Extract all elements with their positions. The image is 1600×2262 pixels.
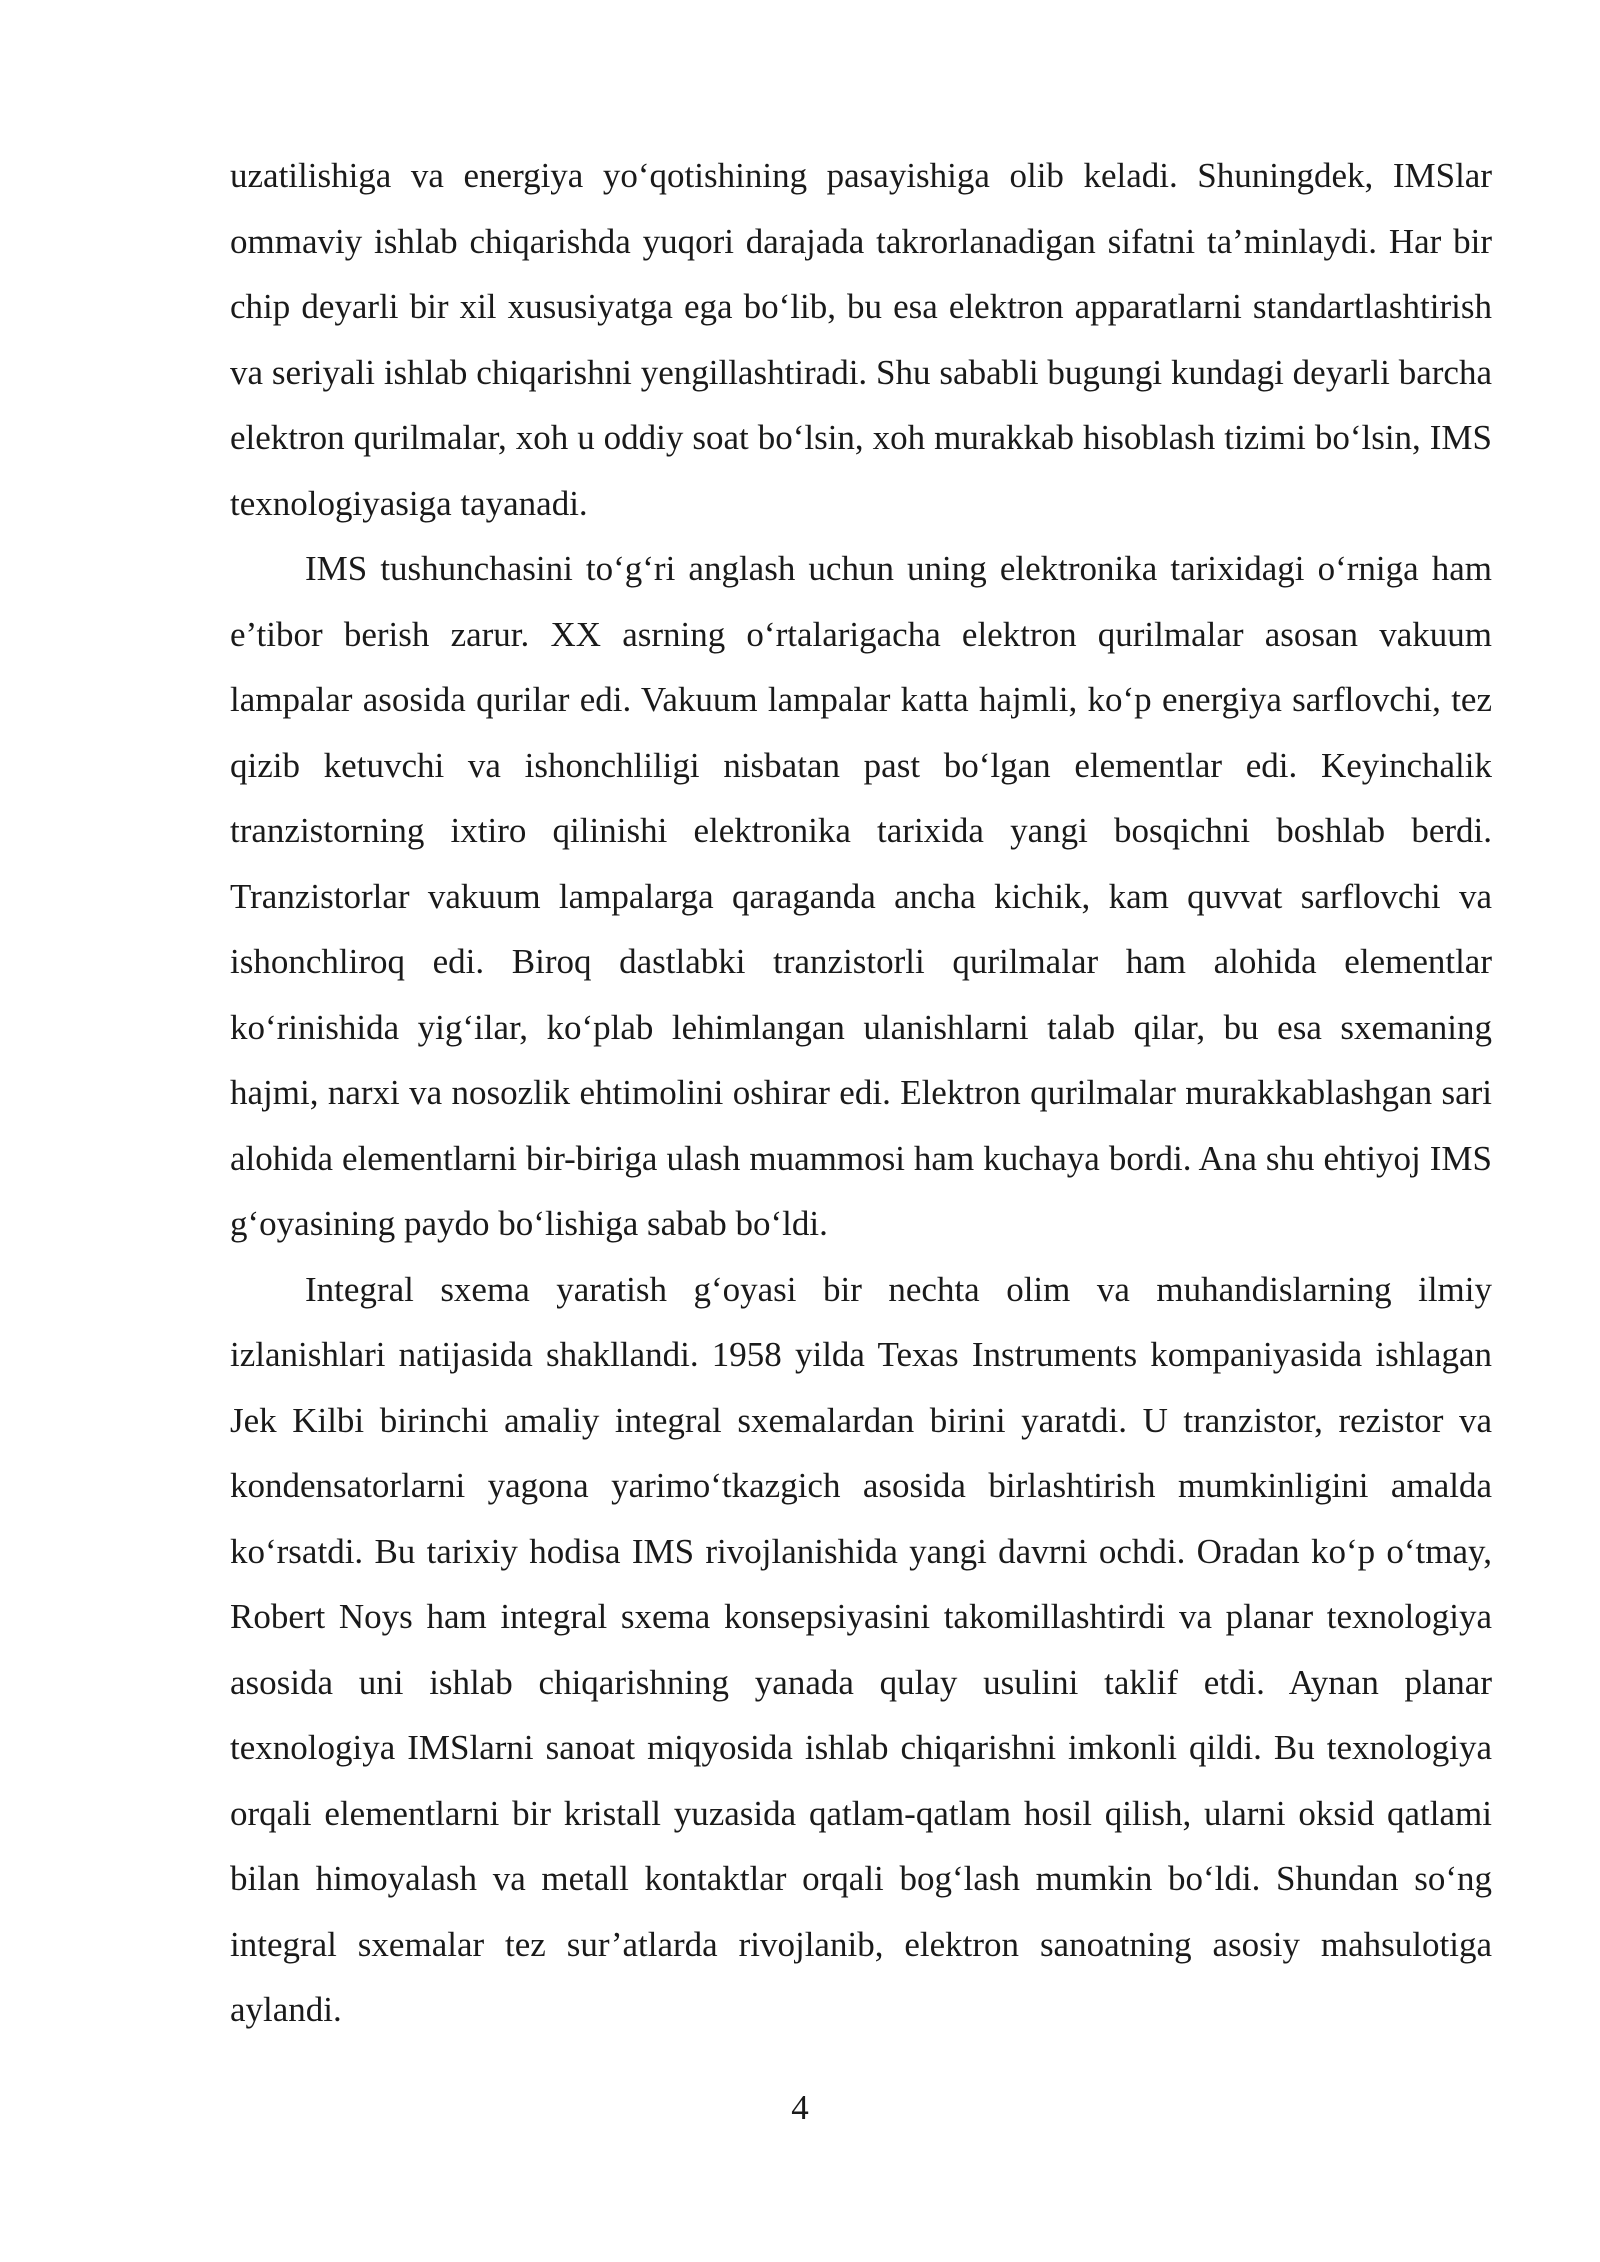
paragraph-integral-circuit-origin: Integral sxema yaratish g‘oyasi bir nechta olim va muhandislarning ilmiy izlanishlari natijasida shakllandi. 1958 yilda Texas Instruments kompaniyasida ishlagan Jek Kilbi birinchi amaliy integral sxemalardan birini yaratdi. U tranzistor, rezistor va kondensatorlarni yagona yarimo‘tkazgich asosida birlashtirish mumkinligini amalda ko‘rsatdi. Bu tarixiy hodisa IMS rivojlanishida yangi davrni ochdi. Oradan ko‘p o‘tmay, Robert Noys ham integral sxema konsepsiyasini takomillashtirdi va planar texnologiya asosida uni ishlab chiqarishning yanada qulay usulini taklif etdi. Aynan planar texnologiya IMSlarni sanoat miqyosida ishlab chiqarishni imkonli qildi. Bu texnologiya orqali elementlarni bir kristall yuzasida qatlam-qatlam hosil qilish, ularni oksid qatlami bilan himoyalash va metall kontaktlar orqali bog‘lash mumkin bo‘ldi. Shundan so‘ng integral sxemalar tez sur’atlarda rivojlanib, elektron sanoatning asosiy mahsulotiga aylandi. bbox=[230, 1269, 1492, 2029]
body-text bbox=[230, 143, 1492, 2043]
paragraph-continuation: uzatilishiga va energiya yo‘qotishining pasayishiga olib keladi. Shuningdek, IMSlar ommaviy ishlab chiqarishda yuqori darajada takrorlanadigan sifatni ta’minlaydi. Har bir chip deyarli bir xil xususiyatga ega bo‘lib, bu esa elektron apparatlarni standartlashtirish va seriyali ishlab chiqarishni yengillashtiradi. Shu sababli bugungi kundagi deyarli barcha elektron qurilmalar, xoh u oddiy soat bo‘lsin, xoh murakkab hisoblash tizimi bo‘lsin, IMS texnologiyasiga tayanadi. bbox=[230, 156, 1492, 523]
paragraph-ims-history: IMS tushunchasini to‘g‘ri anglash uchun uning elektronika tarixidagi o‘rniga ham e’tibor berish zarur. XX asrning o‘rtalarigacha elektron qurilmalar asosan vakuum lampalar asosida qurilar edi. Vakuum lampalar katta hajmli, ko‘p energiya sarflovchi, tez qizib ketuvchi va ishonchliligi nisbatan past bo‘lgan elementlar edi. Keyinchalik tranzistorning ixtiro qilinishi elektronika tarixida yangi bosqichni boshlab berdi. Tranzistorlar vakuum lampalarga qaraganda ancha kichik, kam quvvat sarflovchi va ishonchliroq edi. Biroq dastlabki tranzistorli qurilmalar ham alohida elementlar ko‘rinishida yig‘ilar, ko‘plab lehimlangan ulanishlarni talab qilar, bu esa sxemaning hajmi, narxi va nosozlik ehtimolini oshirar edi. Elektron qurilmalar murakkablashgan sari alohida elementlarni bir-biriga ulash muammosi ham kuchaya bordi. Ana shu ehtiyoj IMS g‘oyasining paydo bo‘lishiga sabab bo‘ldi. bbox=[230, 549, 1492, 1243]
page-number: 4 bbox=[791, 2088, 809, 2127]
